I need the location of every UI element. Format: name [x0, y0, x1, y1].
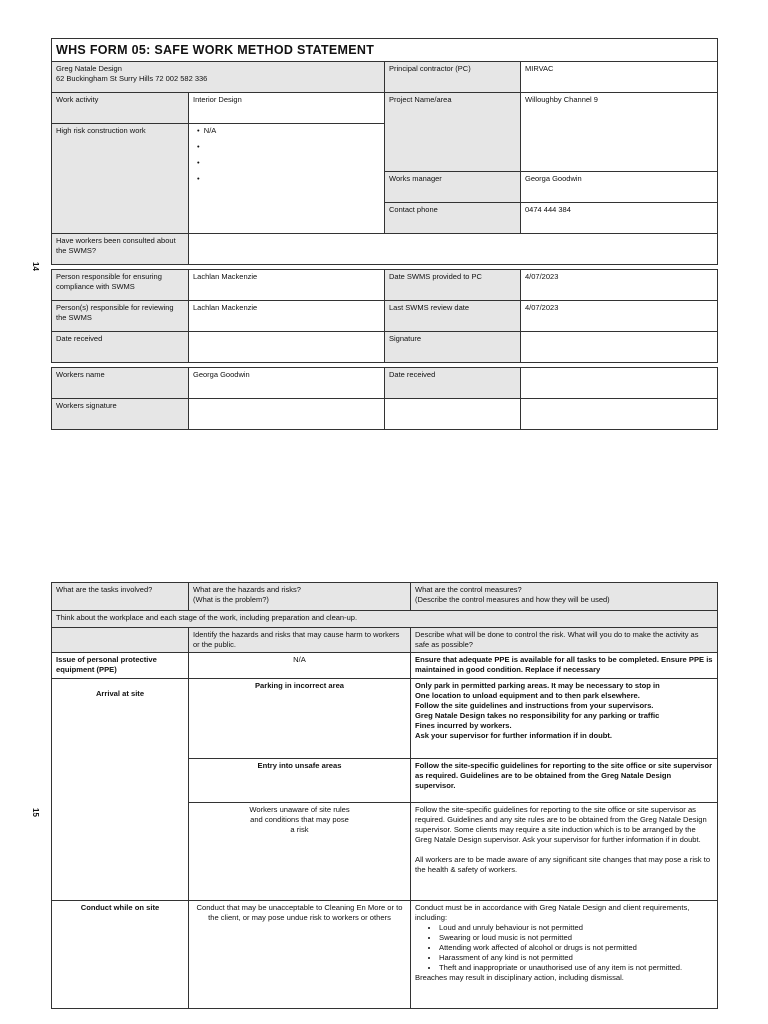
high-risk-item: •: [197, 173, 204, 183]
principal-contractor-label: Principal contractor (PC): [385, 62, 521, 93]
project-label: Project Name/area: [385, 93, 521, 172]
company-address: 62 Buckingham St Surry Hills 72 002 582 336: [56, 74, 208, 83]
workers-signature-label: Workers signature: [52, 399, 189, 430]
reviewer-label: Person(s) responsible for reviewing the SWMS: [52, 301, 189, 332]
hazard-site-rules: Workers unaware of site rules and conditions that may pose a risk: [189, 803, 411, 901]
think-row: Think about the workplace and each stage of the work, including preparation and clean-up.: [52, 611, 718, 628]
responsible-label: Person responsible for ensuring compliance with SWMS: [52, 270, 189, 301]
page-number-15: 15: [30, 808, 40, 817]
list-item: • Swearing or loud music is not permitted: [439, 933, 713, 943]
list-item: • Theft and inappropriate or unauthorised use of any item is not permitted.: [439, 963, 713, 973]
control-unsafe-areas: Follow the site-specific guidelines for reporting to the site office or site supervisor as required. Guidelines are to be obtained from the Greg Natale Design supervisor.: [411, 759, 718, 803]
header-tasks: What are the tasks involved?: [52, 583, 189, 611]
works-manager-label: Works manager: [385, 172, 521, 203]
workers-empty-cell: [385, 399, 521, 430]
task-arrival: Arrival at site: [52, 679, 189, 901]
risk-assessment: [51, 582, 717, 1009]
high-risk-item: •: [197, 157, 204, 167]
date-provided-value[interactable]: 4/07/2023: [521, 270, 718, 301]
header-hazards: What are the hazards and risks? (What is the problem?): [189, 583, 411, 611]
consulted-label: Have workers been consulted about the SWMS?: [52, 234, 189, 265]
list-item: • Loud and unruly behaviour is not permitted: [439, 923, 713, 933]
control-conduct: Conduct must be in accordance with Greg Natale Design and client requirements, including: • Loud and unruly behaviour is not permitted • Swearing or loud music is not permitted • Attending work affected of alcohol or drugs is not permitted • Harassment of any kind is not permitted • Theft and inappropriate or unauthorised use of any item is not permitted. Breaches may result in disciplinary action, including dismissal.: [411, 901, 718, 1009]
last-review-value[interactable]: 4/07/2023: [521, 301, 718, 332]
form-title: WHS FORM 05: SAFE WORK METHOD STATEMENT: [52, 39, 718, 62]
workers-signature-value[interactable]: [189, 399, 385, 430]
workers-date-received-label: Date received: [385, 368, 521, 399]
conduct-rules-list: [415, 923, 713, 973]
hazard-conduct: Conduct that may be unacceptable to Cleaning En More or to the client, or may pose undue risk to workers or others: [189, 901, 411, 1009]
principal-contractor-value[interactable]: MIRVAC: [521, 62, 718, 93]
hazard-ppe: N/A: [189, 653, 411, 679]
reviewer-value[interactable]: Lachlan Mackenzie: [189, 301, 385, 332]
form-header-table: [51, 38, 718, 265]
high-risk-list[interactable]: [189, 124, 385, 234]
works-manager-value[interactable]: Georga Goodwin: [521, 172, 718, 203]
empty-note-cell: [52, 628, 189, 653]
signature-label: Signature: [385, 332, 521, 363]
header-controls: What are the control measures? (Describe the control measures and how they will be used): [411, 583, 718, 611]
task-ppe: Issue of personal protective equipment (PPE): [52, 653, 189, 679]
page-number-14: 14: [30, 262, 40, 271]
hazard-unsafe-areas: Entry into unsafe areas: [189, 759, 411, 803]
control-ppe: Ensure that adequate PPE is available for all tasks to be completed. Ensure PPE is maintained in good condition. Replace if necessary: [411, 653, 718, 679]
work-activity-value[interactable]: Interior Design: [189, 93, 385, 124]
contact-phone-value[interactable]: 0474 444 384: [521, 203, 718, 234]
list-item: • Attending work affected of alcohol or drugs is not permitted: [439, 943, 713, 953]
responsible-value[interactable]: Lachlan Mackenzie: [189, 270, 385, 301]
task-conduct: Conduct while on site: [52, 901, 189, 1009]
high-risk-item: • N/A: [197, 126, 217, 136]
control-parking: Only park in permitted parking areas. It may be necessary to stop in One location to unload equipment and to then park elsewhere. Follow the site guidelines and instructions from your supervisors. Greg Natale Design takes no responsibility for any parking or traffic Fines incurred by workers. Ask your supervisor for further information if in doubt.: [411, 679, 718, 759]
signature-value[interactable]: [521, 332, 718, 363]
company-name: Greg Natale Design: [56, 64, 122, 74]
workers-name-label: Workers name: [52, 368, 189, 399]
responsibility-table: [51, 269, 718, 363]
project-value[interactable]: Willoughby Channel 9: [521, 93, 718, 172]
consulted-value[interactable]: [189, 234, 718, 265]
workers-name-value[interactable]: Georga Goodwin: [189, 368, 385, 399]
identify-note: Identify the hazards and risks that may cause harm to workers or the public.: [189, 628, 411, 653]
workers-table: [51, 367, 718, 430]
company-details: [52, 62, 385, 93]
work-activity-label: Work activity: [52, 93, 189, 124]
list-item: • Harassment of any kind is not permitted: [439, 953, 713, 963]
high-risk-label: High risk construction work: [52, 124, 189, 234]
high-risk-item: •: [197, 142, 204, 151]
contact-phone-label: Contact phone: [385, 203, 521, 234]
hazard-parking: Parking in incorrect area: [189, 679, 411, 759]
date-received-value[interactable]: [189, 332, 385, 363]
describe-note: Describe what will be done to control the risk. What will you do to make the activity as safe as possible?: [411, 628, 718, 653]
swms-form: [51, 38, 717, 430]
risk-table: [51, 582, 718, 1009]
date-provided-label: Date SWMS provided to PC: [385, 270, 521, 301]
workers-empty-cell: [521, 399, 718, 430]
workers-date-received-value[interactable]: [521, 368, 718, 399]
control-site-rules: Follow the site-specific guidelines for reporting to the site office or site supervisor as required. Guidelines and any site rules are to be obtained from the Greg Natale Design supervisor. Some clients may require a site induction which is to be arranged by the Greg Natale Design supervisor. Ask your supervisor for further information if in doubt. All workers are to be made aware of any significant site changes that may pose a risk to the health & safety of workers.: [411, 803, 718, 901]
last-review-label: Last SWMS review date: [385, 301, 521, 332]
date-received-label: Date received: [52, 332, 189, 363]
